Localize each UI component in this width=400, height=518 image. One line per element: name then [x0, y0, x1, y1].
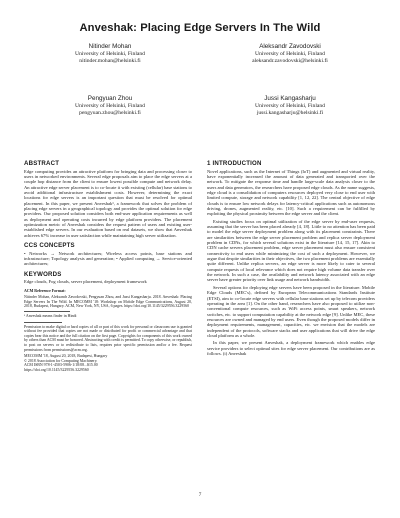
ccs-heading: CCS CONCEPTS — [24, 242, 75, 250]
ccs-text: • Networks → Network architectures; Wireless access points, base stations and infrastructure; Topology analysis and generation; • Applied computing → Service-oriented architectures; — [24, 250, 192, 267]
copyright-line: ACM ISBN 978-1-4503-5906-1/18/08...$15.00 — [24, 363, 98, 368]
author-name: Nitinder Mohan — [88, 43, 132, 50]
permission-divider — [24, 322, 62, 323]
author-email[interactable]: pengyuan.zhou@helsinki.fi — [79, 109, 141, 116]
author-email[interactable]: jussi.kangasharju@helsinki.fi — [256, 109, 324, 116]
intro-paragraph: In this paper, we present Anveshak, a deployment framework which enables edge service providers to select optimal sites for edge server placement. Our contributions are as follows. (i) Anveshak — [207, 340, 375, 356]
abstract-heading: ABSTRACT — [24, 160, 60, 167]
author-name: Aleksandr Zavodovski — [259, 43, 321, 50]
author-name: Pengyuan Zhou — [87, 95, 133, 102]
copyright-line: MECOMM '18, August 20, 2018, Budapest, Hungary — [24, 354, 108, 359]
right-column — [207, 160, 375, 358]
reference-format-heading: ACM Reference Format: — [24, 288, 66, 293]
left-column — [24, 160, 192, 373]
author-affiliation: University of Helsinki, Finland — [75, 102, 145, 109]
author-email[interactable]: nitinder.mohan@helsinki.fi — [79, 57, 141, 64]
intro-paragraph: Existing studies focus on optimal utilization of the edge server by end-user requests, assuming that the server has been placed already [4, 18]. Little to no attention has been paid to model the edge server deployment problem along with its placement constraints. There are similarities between the edge server placement problem and replica server deployment problem in CDNs, for which several solutions exist in the literature [14, 15, 17]. Akin to CDN cache servers placement problem, edge server placement must also ensure consistent connectivity to end users while minimizing the cost of such a deployment. However, we argue that despite similarities in their objectives, the two placement problems are essentially quite different. Unlike replica servers, an edge server is more likely to cater to several compute requests of local relevance which does not require high volume data transfer over the network. In such a case, the availability and network latency associated with an edge server have greater priority over link usage and network bandwidth. — [207, 218, 375, 283]
author-affiliation: University of Helsinki, Finland — [255, 50, 325, 57]
keywords-text: Edge clouds, Fog clouds, server placement, deployment framework — [24, 279, 147, 285]
author-card — [20, 96, 200, 116]
intro-paragraph: Several options for deploying edge servers have been proposed in the literature. Mobile Edge Clouds (MEC's), defined by European Telecommunications Standards Institute (ETSI), aim to co-locate edge servers with cellular base stations set up by telecom providers operating in the area [1]. On the other hand, researchers have also proposed to utilize non-conventional compute resources, such as WiFi access points, smart speakers, network switches, etc. to support computation capability at the network edge [9]. Unlike MEC, these resources are owned and managed by end users. Even though the proposed models differ in deployment requirements, management, capacities, etc. we envision that the models are independent of the protocols, software stacks and user applications that will drive the edge cloud platform as a whole. — [207, 284, 375, 338]
author-name: Jussi Kangasharju — [264, 95, 316, 102]
copyright-line: © 2018 Association for Computing Machinery. — [24, 358, 98, 363]
author-card — [200, 44, 380, 64]
author-card — [200, 96, 380, 116]
intro-paragraph: Novel applications, such as the Internet of Things (IoT) and augmented and virtual reality, have exponentially increased the amount of data generated and transported over the network. To mitigate the response time and handle large-scale data analysis closer to the users and data generators, the researchers have proposed edge clouds. As the name suggests, edge cloud is a consolidation of computers resources deployed very close to end user with limited compute, storage and network capability [1, 12, 22]. The central objective of edge clouds is to ensure low network delays for latency-critical applications such as autonomous driving, drones, augmented reality, etc. [10]. Such a requirement can be fulfilled by exploiting the physical proximity between the edge server and the client. — [207, 168, 375, 217]
author-card — [20, 44, 200, 64]
keywords-heading: KEYWORDS — [24, 270, 62, 278]
doi-link[interactable]: https://doi.org/10.1145/3229556.3229560 — [24, 367, 89, 372]
author-affiliation: University of Helsinki, Finland — [75, 50, 145, 57]
introduction-heading: 1 INTRODUCTION — [207, 160, 262, 167]
reference-format-text: Nitinder Mohan, Aleksandr Zavodovski, Pengyuan Zhou, and Jussi Kangasharju. 2018. Anveshak: Placing Edge Servers In The Wild. In MECOMM '18: Workshop on Mobile Edge Communications, August 20, 2018, Budapest, Hungary. ACM, New York, NY, USA, 6 pages. https://doi.org/10.1145/3229556.3229560 — [24, 295, 192, 309]
permission-notice: Permission to make digital or hard copies of all or part of this work for personal or classroom use is granted without fee provided that copies are not made or distributed for profit or commercial advantage and that copies bear this notice and the full citation on the first page. Copyrights for components of this work owned by others than ACM must be honored. Abstracting with credit is permitted. To copy otherwise, or republish, to post on servers or to redistribute to lists, requires prior specific permission and/or a fee. Request permissions from permissions@acm.org. — [24, 324, 192, 352]
page-number: 7 — [198, 492, 202, 498]
author-affiliation: University of Helsinki, Finland — [255, 102, 325, 109]
author-email[interactable]: aleksandr.zavodovski@helsinki.fi — [252, 57, 328, 64]
footnote-divider — [24, 311, 70, 312]
abstract-text: Edge computing provides an attractive platform for bringing data and processing closer to users in networked environments. Several edge proposals aim to place the edge servers at a couple hop distance from the client to ensure lowest possible compute and network delay. An attractive edge server placement is to co-locate it with existing (cellular) base stations to avoid additional infrastructure establishment costs. However, determining the exact locations for edge servers is an important question that must be resolved for optimal placement. In this paper, we present Anveshak¹, a framework that solves the problem of placing edge servers in a geographical topology and provides the optimal solution for edge providers. Our proposed solution considers both end-user application requirements as well as deployment and operating costs incurred by edge platform providers. The placement optimization metric of Anveshak considers the request pattern of users and existing user-established edge servers. In our evaluation based on real datasets, we show that Anveshak achieves 67% increase in user satisfaction while maintaining high server utilization. — [24, 168, 192, 238]
paper-title: Anveshak: Placing Edge Servers In The Wild — [79, 22, 321, 34]
footnote: ¹ Anveshak means finder in Hindi — [24, 314, 77, 318]
